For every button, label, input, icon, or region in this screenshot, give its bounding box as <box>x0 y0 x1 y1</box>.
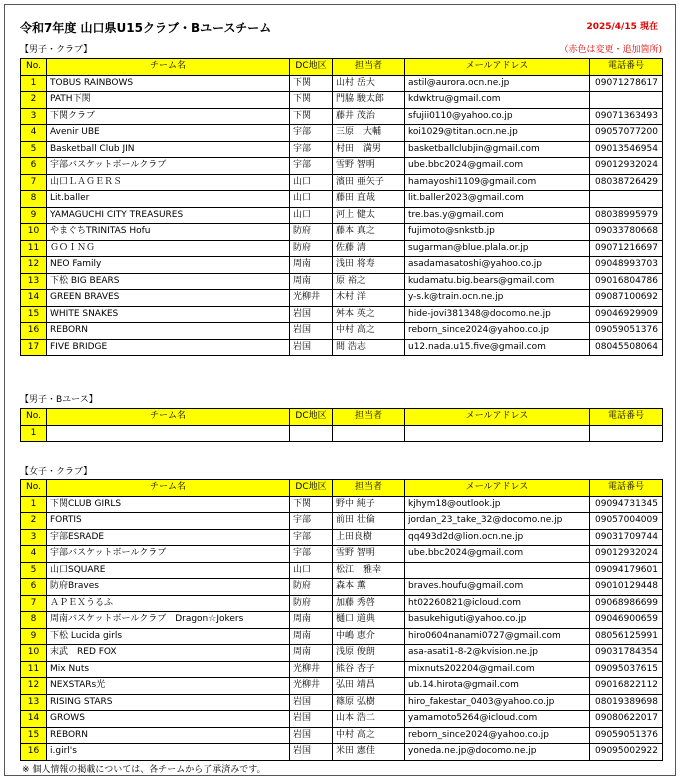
email-address: ube.bbc2024@gmail.com <box>405 546 590 563</box>
dc-district: 周南 <box>290 645 333 662</box>
email-address: kdwktru@gmail.com <box>405 92 590 109</box>
contact-person: 中村 高之 <box>333 323 405 340</box>
phone-number: 09094731345 <box>590 496 663 513</box>
team-name: FORTIS <box>47 513 290 530</box>
phone-number: 09012932024 <box>590 546 663 563</box>
phone-number: 09095037615 <box>590 661 663 678</box>
row-number: 11 <box>21 240 47 257</box>
contact-person: 藤田 直哉 <box>333 191 405 208</box>
phone-number: 09071363493 <box>590 108 663 125</box>
team-name: NEXSTARs光 <box>47 678 290 695</box>
column-header-dc-district: DC地区 <box>290 409 333 426</box>
team-name: 下関クラブ <box>47 108 290 125</box>
table-row <box>21 75 663 92</box>
table-row <box>21 744 663 761</box>
team-name: WHITE SNAKES <box>47 306 290 323</box>
team-name: 下松 BIG BEARS <box>47 273 290 290</box>
team-name: PATH下関 <box>47 92 290 109</box>
phone-number: 09010129448 <box>590 579 663 596</box>
dc-district: 防府 <box>290 595 333 612</box>
table-row <box>21 306 663 323</box>
table-row <box>21 678 663 695</box>
phone-number: 09016822112 <box>590 678 663 695</box>
team-name: 末武 RED FOX <box>47 645 290 662</box>
table-row <box>21 694 663 711</box>
team-name: 宇部バスケットボールクラブ <box>47 546 290 563</box>
boys-byouth-table <box>20 408 663 442</box>
team-name: ＧＯＩＮＧ <box>47 240 290 257</box>
section-label-boys-byouth: 【男子・Bユース】 <box>20 395 98 405</box>
phone-number: 09046900659 <box>590 612 663 629</box>
column-header-phone-number: 電話番号 <box>590 409 663 426</box>
dc-district: 下関 <box>290 75 333 92</box>
dc-district: 宇部 <box>290 125 333 142</box>
email-address: hamayoshi1109@gmail.com <box>405 174 590 191</box>
column-header-row-number: No. <box>21 59 47 76</box>
table-row <box>21 257 663 274</box>
row-number: 2 <box>21 92 47 109</box>
dc-district: 岩国 <box>290 306 333 323</box>
email-address: y-s.k@train.ocn.ne.jp <box>405 290 590 307</box>
contact-person: 原 裕之 <box>333 273 405 290</box>
phone-number: 09080622017 <box>590 711 663 728</box>
table-row <box>21 323 663 340</box>
phone-number: 09087100692 <box>590 290 663 307</box>
team-name: Basketball Club JIN <box>47 141 290 158</box>
column-header-row-number: No. <box>21 480 47 497</box>
phone-number <box>590 425 663 442</box>
phone-number: 09071278617 <box>590 75 663 92</box>
dc-district: 宇部 <box>290 546 333 563</box>
dc-district: 宇部 <box>290 141 333 158</box>
dc-district: 岩国 <box>290 694 333 711</box>
team-name: 下関CLUB GIRLS <box>47 496 290 513</box>
email-address: yamamoto5264@icloud.com <box>405 711 590 728</box>
column-header-row-number: No. <box>21 409 47 426</box>
contact-person: 弘田 靖昌 <box>333 678 405 695</box>
dc-district: 山口 <box>290 174 333 191</box>
phone-number: 09057004009 <box>590 513 663 530</box>
team-name: YAMAGUCHI CITY TREASURES <box>47 207 290 224</box>
dc-district: 周南 <box>290 612 333 629</box>
phone-number: 09033780668 <box>590 224 663 241</box>
row-number: 1 <box>21 75 47 92</box>
phone-number <box>590 92 663 109</box>
team-name: 宇部バスケットボールクラブ <box>47 158 290 175</box>
phone-number: 09094179601 <box>590 562 663 579</box>
dc-district: 宇部 <box>290 529 333 546</box>
row-number: 7 <box>21 174 47 191</box>
table-row <box>21 174 663 191</box>
page-title: 令和7年度 山口県U15クラブ・Bユースチーム <box>20 21 272 35</box>
column-header-team-name: チーム名 <box>47 59 290 76</box>
row-number: 5 <box>21 141 47 158</box>
row-number: 16 <box>21 323 47 340</box>
row-number: 15 <box>21 306 47 323</box>
team-name: REBORN <box>47 323 290 340</box>
column-header-dc-district: DC地区 <box>290 480 333 497</box>
team-name: Lit.baller <box>47 191 290 208</box>
dc-district: 山口 <box>290 562 333 579</box>
table-row <box>21 579 663 596</box>
row-number: 10 <box>21 645 47 662</box>
email-address: ub.14.hirota@gmail.com <box>405 678 590 695</box>
dc-district: 山口 <box>290 207 333 224</box>
column-header-contact-person: 担当者 <box>333 59 405 76</box>
table-header-row <box>21 59 663 76</box>
email-address: fujimoto@snkstb.jp <box>405 224 590 241</box>
contact-person <box>333 425 405 442</box>
column-header-team-name: チーム名 <box>47 480 290 497</box>
email-address: mixnuts202204@gmail.com <box>405 661 590 678</box>
contact-person: 加藤 秀啓 <box>333 595 405 612</box>
team-name: 周南バスケットボールクラブ Dragon☆Jokers <box>47 612 290 629</box>
section-label-girls-club: 【女子・クラブ】 <box>20 467 93 477</box>
dc-district: 岩国 <box>290 339 333 356</box>
team-name: Avenir UBE <box>47 125 290 142</box>
table-row <box>21 240 663 257</box>
row-number: 1 <box>21 425 47 442</box>
contact-person: 藤井 茂治 <box>333 108 405 125</box>
phone-number: 08056125991 <box>590 628 663 645</box>
contact-person: 森本 薫 <box>333 579 405 596</box>
column-header-contact-person: 担当者 <box>333 480 405 497</box>
phone-number: 09013546954 <box>590 141 663 158</box>
team-name: 下松 Lucida girls <box>47 628 290 645</box>
column-header-email-address: メールアドレス <box>405 409 590 426</box>
team-name <box>47 425 290 442</box>
email-address: u12.nada.u15.five@gmail.com <box>405 339 590 356</box>
table-row <box>21 513 663 530</box>
table-row <box>21 496 663 513</box>
email-address: hiro_fakestar_0403@yahoo.co.jp <box>405 694 590 711</box>
row-number: 3 <box>21 529 47 546</box>
table-row <box>21 108 663 125</box>
contact-person: 中嶋 恵介 <box>333 628 405 645</box>
contact-person: 米田 憲佳 <box>333 744 405 761</box>
row-number: 12 <box>21 678 47 695</box>
girls-club-table <box>20 479 663 761</box>
dc-district: 下関 <box>290 108 333 125</box>
phone-number: 09057077200 <box>590 125 663 142</box>
contact-person: 前田 壮倫 <box>333 513 405 530</box>
row-number: 12 <box>21 257 47 274</box>
section-label-boys-club: 【男子・クラブ】 <box>20 45 93 55</box>
contact-person: 舛本 英之 <box>333 306 405 323</box>
row-number: 1 <box>21 496 47 513</box>
team-name: 防府Braves <box>47 579 290 596</box>
contact-person: 山村 岳大 <box>333 75 405 92</box>
row-number: 16 <box>21 744 47 761</box>
table-row <box>21 595 663 612</box>
dc-district: 光柳井 <box>290 678 333 695</box>
email-address: tre.bas.y@gmail.com <box>405 207 590 224</box>
dc-district: 岩国 <box>290 711 333 728</box>
table-row <box>21 224 663 241</box>
contact-person: 樋口 道典 <box>333 612 405 629</box>
row-number: 9 <box>21 207 47 224</box>
contact-person: 佐藤 清 <box>333 240 405 257</box>
row-number: 13 <box>21 273 47 290</box>
column-header-email-address: メールアドレス <box>405 59 590 76</box>
phone-number: 09059051376 <box>590 323 663 340</box>
table-row <box>21 92 663 109</box>
phone-number: 08045508064 <box>590 339 663 356</box>
contact-person: 門脇 駿太郎 <box>333 92 405 109</box>
email-address: jordan_23_take_32@docomo.ne.jp <box>405 513 590 530</box>
email-address <box>405 562 590 579</box>
email-address: asa-asati1-8-2@kvision.ne.jp <box>405 645 590 662</box>
table-row <box>21 562 663 579</box>
contact-person: 浅田 将寿 <box>333 257 405 274</box>
contact-person: 濱田 亜矢子 <box>333 174 405 191</box>
table-header-row <box>21 480 663 497</box>
dc-district: 防府 <box>290 240 333 257</box>
dc-district: 岩国 <box>290 727 333 744</box>
table-row <box>21 727 663 744</box>
table-row <box>21 711 663 728</box>
column-header-email-address: メールアドレス <box>405 480 590 497</box>
phone-number: 09031709744 <box>590 529 663 546</box>
contact-person: 河上 健太 <box>333 207 405 224</box>
team-name: 山口SQUARE <box>47 562 290 579</box>
row-number: 11 <box>21 661 47 678</box>
table-row <box>21 339 663 356</box>
dc-district <box>290 425 333 442</box>
table-row <box>21 645 663 662</box>
column-header-phone-number: 電話番号 <box>590 480 663 497</box>
email-address: hiro0604nanami0727@gmail.com <box>405 628 590 645</box>
team-name: RISING STARS <box>47 694 290 711</box>
table-row <box>21 141 663 158</box>
phone-number: 09071216697 <box>590 240 663 257</box>
email-address: kudamatu.big.bears@gmail.com <box>405 273 590 290</box>
phone-number: 08019389698 <box>590 694 663 711</box>
table-row <box>21 628 663 645</box>
dc-district: 周南 <box>290 257 333 274</box>
email-address <box>405 425 590 442</box>
contact-person: 中村 高之 <box>333 727 405 744</box>
phone-number <box>590 191 663 208</box>
phone-number: 09012932024 <box>590 158 663 175</box>
team-name: REBORN <box>47 727 290 744</box>
dc-district: 周南 <box>290 628 333 645</box>
row-number: 14 <box>21 711 47 728</box>
table-row <box>21 529 663 546</box>
as-of-date: 2025/4/15 現在 <box>586 22 658 32</box>
team-name: TOBUS RAINBOWS <box>47 75 290 92</box>
dc-district: 岩国 <box>290 323 333 340</box>
email-address: ube.bbc2024@gmail.com <box>405 158 590 175</box>
dc-district: 下関 <box>290 496 333 513</box>
table-row <box>21 207 663 224</box>
dc-district: 宇部 <box>290 158 333 175</box>
dc-district: 光柳井 <box>290 661 333 678</box>
column-header-phone-number: 電話番号 <box>590 59 663 76</box>
table-row <box>21 612 663 629</box>
email-address: astil@aurora.ocn.ne.jp <box>405 75 590 92</box>
table-row <box>21 661 663 678</box>
dc-district: 下関 <box>290 92 333 109</box>
team-name: GREEN BRAVES <box>47 290 290 307</box>
team-name: FIVE BRIDGE <box>47 339 290 356</box>
team-name: 宇部ESRADE <box>47 529 290 546</box>
row-number: 6 <box>21 579 47 596</box>
row-number: 6 <box>21 158 47 175</box>
table-header-row <box>21 409 663 426</box>
contact-person: 雪野 智明 <box>333 546 405 563</box>
row-number: 9 <box>21 628 47 645</box>
email-address: basketballclubjin@gmail.com <box>405 141 590 158</box>
row-number: 14 <box>21 290 47 307</box>
email-address: koi1029@titan.ocn.ne.jp <box>405 125 590 142</box>
row-number: 4 <box>21 546 47 563</box>
email-address: reborn_since2024@yahoo.co.jp <box>405 727 590 744</box>
dc-district: 防府 <box>290 579 333 596</box>
row-number: 5 <box>21 562 47 579</box>
table-row <box>21 273 663 290</box>
phone-number: 09031784354 <box>590 645 663 662</box>
email-address: basukehiguti@yahoo.co.jp <box>405 612 590 629</box>
email-address: lit.baller2023@gmail.com <box>405 191 590 208</box>
phone-number: 08038995979 <box>590 207 663 224</box>
team-name: NEO Family <box>47 257 290 274</box>
table-row <box>21 191 663 208</box>
contact-person: 熊谷 杏子 <box>333 661 405 678</box>
table-row <box>21 158 663 175</box>
email-address: asadamasatoshi@yahoo.co.jp <box>405 257 590 274</box>
dc-district: 周南 <box>290 273 333 290</box>
dc-district: 宇部 <box>290 513 333 530</box>
email-address: reborn_since2024@yahoo.co.jp <box>405 323 590 340</box>
contact-person: 松江 雅幸 <box>333 562 405 579</box>
phone-number: 08038726429 <box>590 174 663 191</box>
column-header-team-name: チーム名 <box>47 409 290 426</box>
row-number: 8 <box>21 191 47 208</box>
row-number: 10 <box>21 224 47 241</box>
phone-number: 09048993703 <box>590 257 663 274</box>
team-name: GROWS <box>47 711 290 728</box>
row-number: 13 <box>21 694 47 711</box>
contact-person: 野中 純子 <box>333 496 405 513</box>
dc-district: 光柳井 <box>290 290 333 307</box>
table-row <box>21 546 663 563</box>
row-number: 4 <box>21 125 47 142</box>
column-header-dc-district: DC地区 <box>290 59 333 76</box>
phone-number: 09016804786 <box>590 273 663 290</box>
contact-person: 篠原 弘樹 <box>333 694 405 711</box>
dc-district: 山口 <box>290 191 333 208</box>
row-number: 7 <box>21 595 47 612</box>
table-row <box>21 425 663 442</box>
dc-district: 防府 <box>290 224 333 241</box>
contact-person: 山本 浩二 <box>333 711 405 728</box>
table-row <box>21 125 663 142</box>
row-number: 17 <box>21 339 47 356</box>
dc-district: 岩国 <box>290 744 333 761</box>
row-number: 8 <box>21 612 47 629</box>
phone-number: 09059051376 <box>590 727 663 744</box>
privacy-footnote: ※ 個人情報の掲載については、各チームから了承済みです。 <box>22 765 266 775</box>
boys-club-table <box>20 58 663 356</box>
email-address: sfujii0110@yahoo.co.jp <box>405 108 590 125</box>
team-name: 山口ＬＡＧＥＲＳ <box>47 174 290 191</box>
contact-person: 村田 満男 <box>333 141 405 158</box>
phone-number: 09095002922 <box>590 744 663 761</box>
column-header-contact-person: 担当者 <box>333 409 405 426</box>
email-address: hide-jovi381348@docomo.ne.jp <box>405 306 590 323</box>
contact-person: 浅原 俊朗 <box>333 645 405 662</box>
email-address: ht02260821@icloud.com <box>405 595 590 612</box>
contact-person: 間 浩志 <box>333 339 405 356</box>
email-address: sugarman@blue.plala.or.jp <box>405 240 590 257</box>
phone-number: 09046929909 <box>590 306 663 323</box>
contact-person: 三原 大輔 <box>333 125 405 142</box>
contact-person: 藤本 真之 <box>333 224 405 241</box>
row-number: 3 <box>21 108 47 125</box>
email-address: kjhym18@outlook.jp <box>405 496 590 513</box>
row-number: 2 <box>21 513 47 530</box>
email-address: braves.houfu@gmail.com <box>405 579 590 596</box>
team-name: Mix Nuts <box>47 661 290 678</box>
contact-person: 木村 洋 <box>333 290 405 307</box>
email-address: yoneda.ne.jp@docomo.ne.jp <box>405 744 590 761</box>
team-name: i.girl's <box>47 744 290 761</box>
team-name: ＡＰＥＸうるふ <box>47 595 290 612</box>
table-row <box>21 290 663 307</box>
contact-person: 雪野 智明 <box>333 158 405 175</box>
email-address: qq493d2d@lion.ocn.ne.jp <box>405 529 590 546</box>
team-name: やまぐちTRINITAS Hofu <box>47 224 290 241</box>
row-number: 15 <box>21 727 47 744</box>
change-note: （赤色は変更・追加箇所) <box>559 45 662 55</box>
phone-number: 09068986699 <box>590 595 663 612</box>
contact-person: 上田良樹 <box>333 529 405 546</box>
